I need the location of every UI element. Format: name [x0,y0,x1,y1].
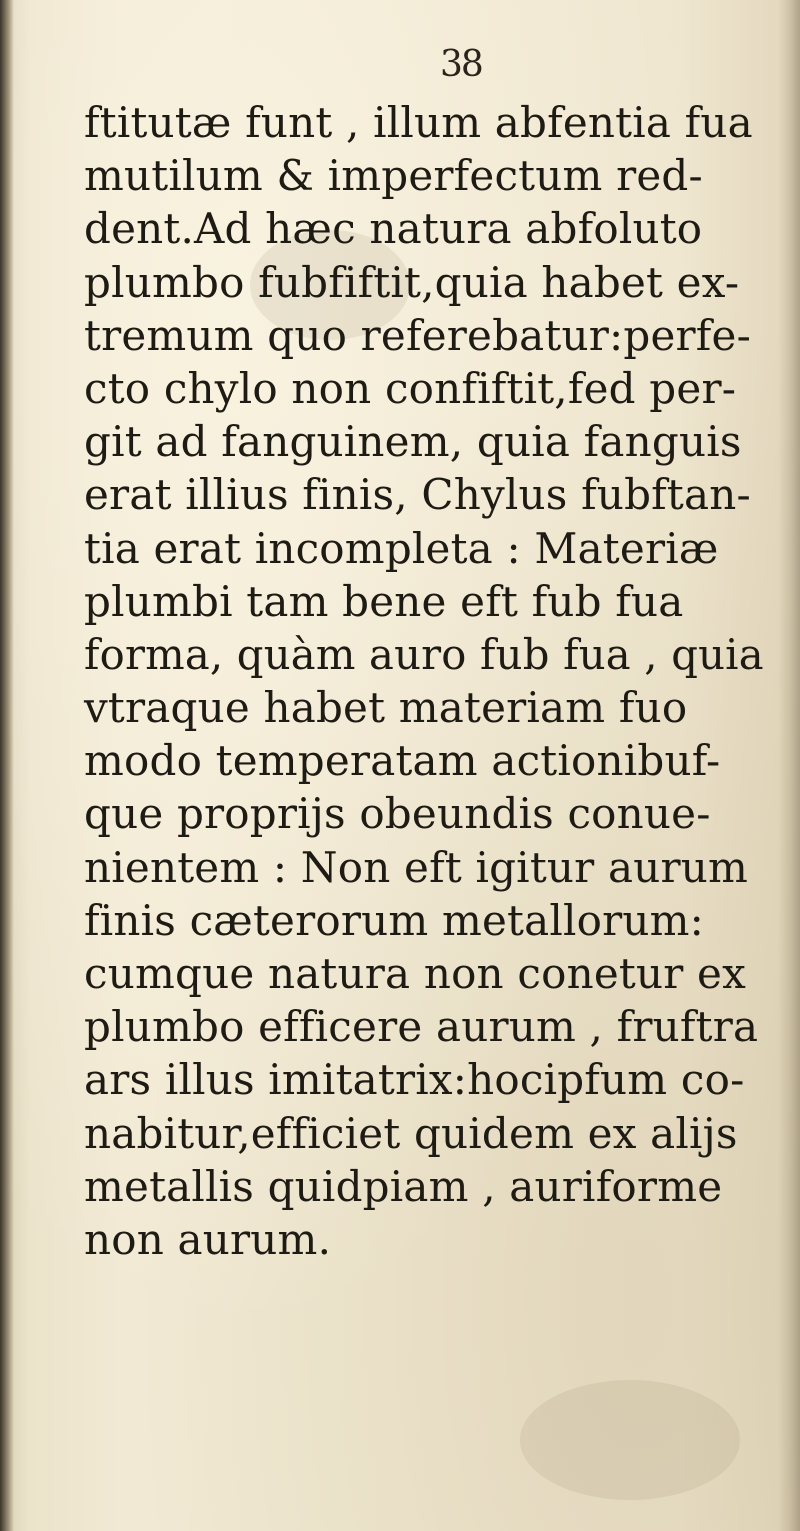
text-line: vtraque habet materiam fuo [84,683,688,733]
binding-edge [0,0,14,1531]
page-number: 38 [440,44,482,85]
paper-stain [520,1380,740,1500]
text-line: nabitur,efficiet quidem ex alijs [84,1108,738,1158]
text-line: que proprijs obeundis conue- [84,789,711,839]
text-line: plumbo efficere aurum , fruftra [84,1002,759,1052]
text-line: modo temperatam actionibuf- [84,736,721,786]
text-line: plumbo fubfiftit,quia habet ex- [84,257,740,307]
body-text [84,96,764,1266]
text-line: ars illus imitatrix:hocipfum co- [84,1055,745,1105]
text-line: finis cæterorum metallorum: [84,895,705,945]
text-line: plumbi tam bene eft fub fua [84,576,684,626]
text-line: tia erat incompleta : Materiæ [84,523,719,573]
text-line: git ad fanguinem, quia fanguis [84,417,742,467]
text-line: metallis quidpiam , auriforme [84,1161,723,1211]
text-line: tremum quo referebatur:perfe- [84,310,751,360]
text-line: nientem : Non eft igitur aurum [84,842,749,892]
text-line: mutilum & imperfectum red- [84,151,703,201]
page-edge-shadow [778,0,800,1531]
text-line: dent.Ad hæc natura abfoluto [84,204,703,254]
text-line: forma, quàm auro fub fua , quia [84,629,764,679]
text-line: ftitutæ funt , illum abfentia fua [84,98,753,147]
text-line: non aurum. [84,1214,332,1264]
text-line: cto chylo non confiftit,fed per- [84,363,737,413]
text-line: erat illius finis, Chylus fubftan- [84,470,751,520]
text-line: cumque natura non conetur ex [84,949,746,998]
